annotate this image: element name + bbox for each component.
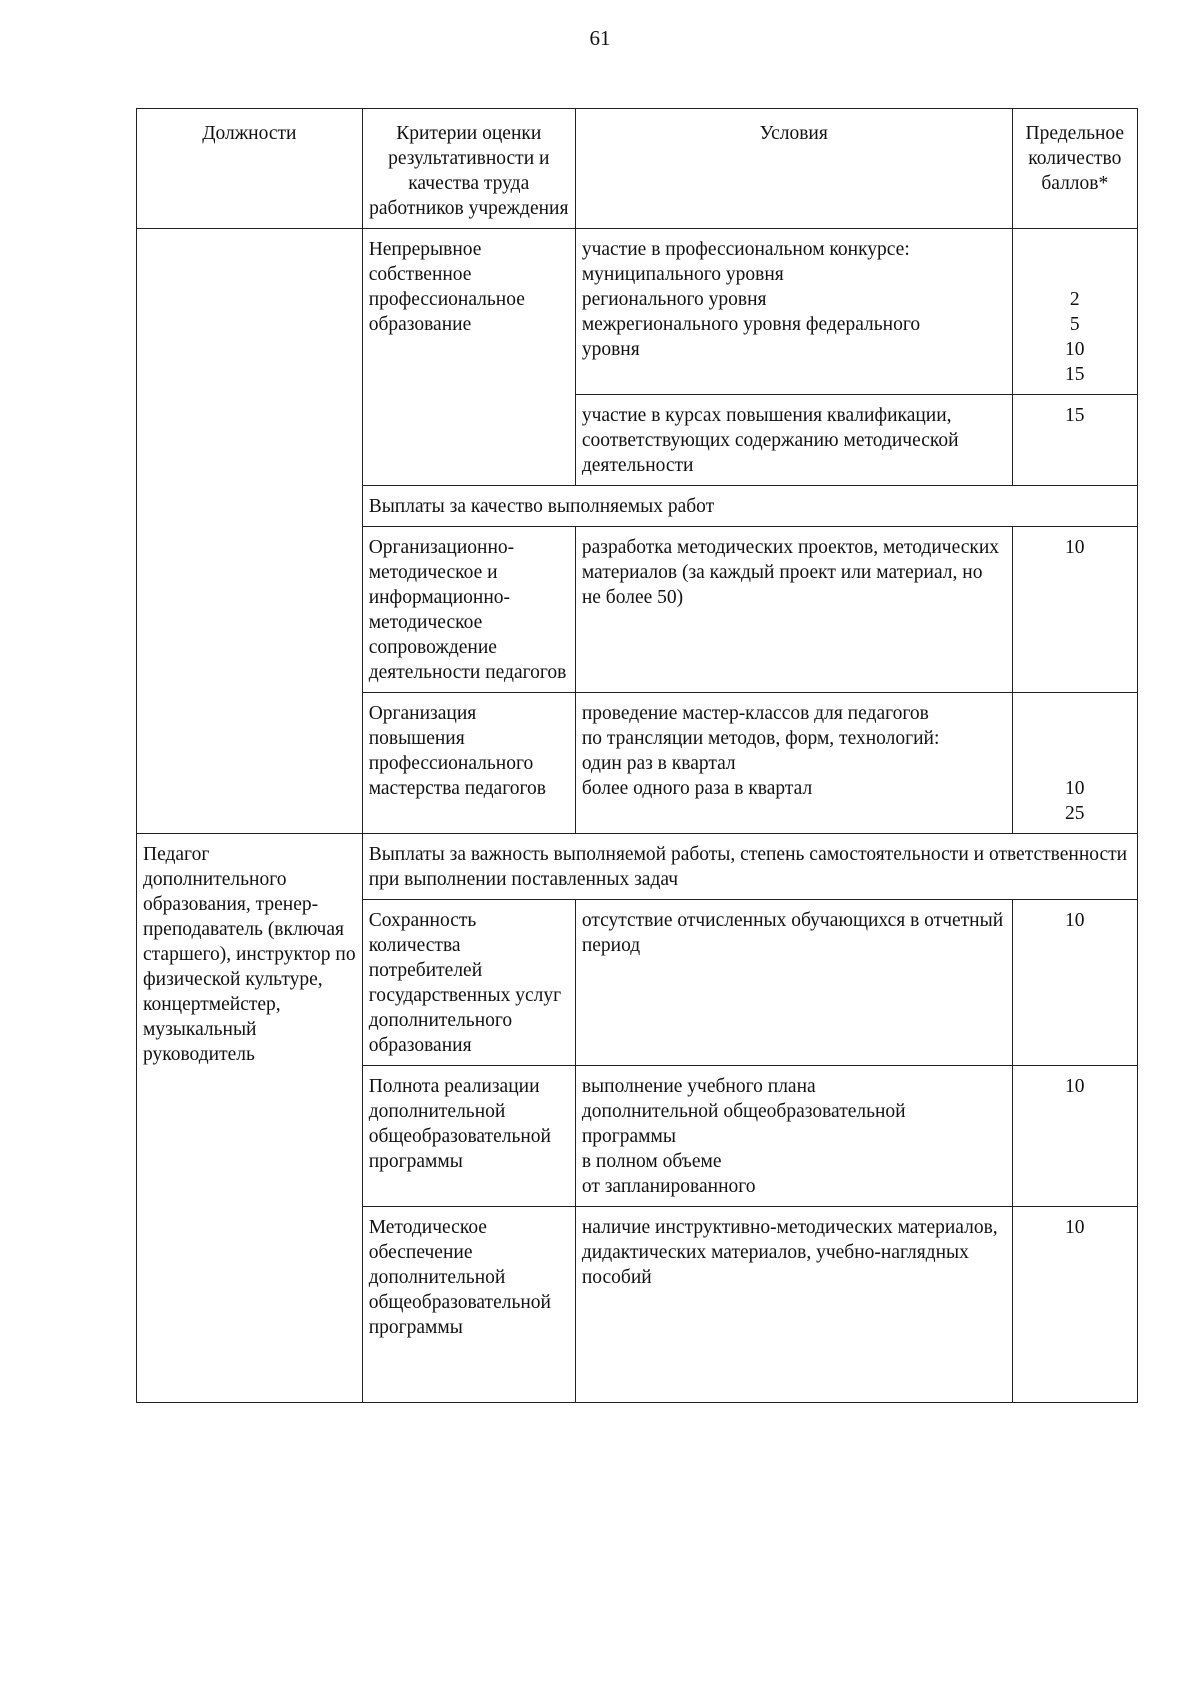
page-number: 61 — [589, 26, 611, 50]
condition-cell: участие в курсах повышения квалификации, соответствующих содержанию методической деятельности — [575, 395, 1012, 486]
points-value: 5 — [1069, 314, 1080, 335]
role-cell-empty — [137, 229, 363, 834]
condition-line: регионального уровня — [581, 289, 767, 310]
condition-cell: отсутствие отчисленных обучающихся в отчетный период — [575, 900, 1012, 1066]
header-role: Должности — [137, 109, 363, 229]
condition-line: межрегионального уровня федерального — [581, 314, 921, 335]
points-cell: 10 — [1012, 527, 1137, 693]
table-header-row — [137, 109, 1138, 229]
condition-cell — [575, 693, 1012, 834]
condition-cell: наличие инструктивно-методических материалов, дидактических материалов, учебно-наглядных пособий — [575, 1207, 1012, 1403]
criterion-cell: Непрерывное собственное профессиональное образование — [362, 229, 575, 486]
points-cell: 10 — [1012, 1207, 1137, 1403]
section-heading: Выплаты за важность выполняемой работы, степень самостоятельности и ответственности при выполнении поставленных задач — [362, 834, 1137, 900]
criterion-cell: Сохранность количества потребителей государственных услуг дополнительного образования — [362, 900, 575, 1066]
points-value: 10 — [1065, 778, 1085, 799]
points-cell: 15 — [1012, 395, 1137, 486]
header-conditions: Условия — [575, 109, 1012, 229]
section-row — [137, 834, 1138, 900]
criterion-cell: Полнота реализации дополнительной общеобразовательной программы — [362, 1066, 575, 1207]
role-cell-teacher: Педагог дополнительного образования, тренер-преподаватель (включая старшего), инструктор по физической культуре, концертмейстер, музыкальный руководитель — [137, 834, 363, 1403]
criterion-cell: Организационно-методическое и информационно-методическое сопровождение деятельности педагогов — [362, 527, 575, 693]
header-max-points: Предельное количество баллов* — [1012, 109, 1137, 229]
condition-cell: разработка методических проектов, методических материалов (за каждый проект или материал, но не более 50) — [575, 527, 1012, 693]
points-cell — [1012, 229, 1137, 395]
points-cell: 10 — [1012, 900, 1137, 1066]
criterion-cell: Методическое обеспечение дополнительной общеобразовательной программы — [362, 1207, 575, 1403]
condition-line: дополнительной общеобразовательной — [581, 1101, 906, 1122]
condition-line: в полном объеме — [581, 1151, 722, 1172]
condition-line: по трансляции методов, форм, технологий: — [581, 728, 940, 749]
points-cell: 10 — [1012, 1066, 1137, 1207]
condition-line: один раз в квартал — [581, 753, 736, 774]
condition-line: более одного раза в квартал — [581, 778, 813, 799]
header-criteria: Критерии оценки результативности и качества труда работников учреждения — [362, 109, 575, 229]
condition-line: участие в профессиональном конкурсе: — [581, 239, 910, 260]
points-value: 25 — [1065, 803, 1085, 824]
points-value: 10 — [1065, 339, 1085, 360]
condition-cell — [575, 1066, 1012, 1207]
condition-line: уровня — [581, 339, 640, 360]
section-heading: Выплаты за качество выполняемых работ — [362, 486, 1137, 527]
condition-cell — [575, 229, 1012, 395]
condition-line: от запланированного — [581, 1176, 756, 1197]
criteria-table — [136, 108, 1138, 1403]
condition-line: программы — [581, 1126, 676, 1147]
condition-line: муниципального уровня — [581, 264, 784, 285]
points-value: 2 — [1069, 289, 1080, 310]
condition-line: выполнение учебного плана — [581, 1076, 816, 1097]
criterion-cell: Организация повышения профессионального мастерства педагогов — [362, 693, 575, 834]
condition-line: проведение мастер-классов для педагогов — [581, 703, 929, 724]
table-row — [137, 229, 1138, 395]
points-cell — [1012, 693, 1137, 834]
points-value: 15 — [1065, 364, 1085, 385]
